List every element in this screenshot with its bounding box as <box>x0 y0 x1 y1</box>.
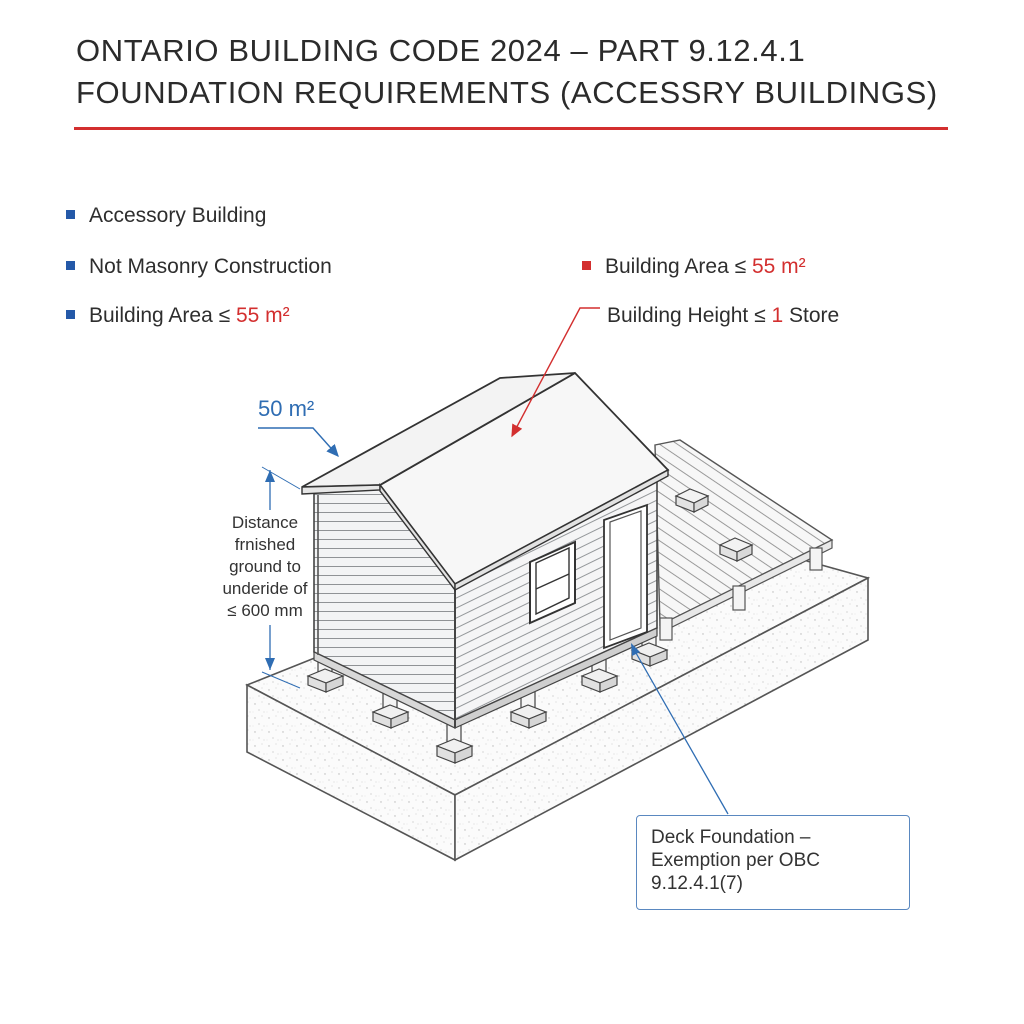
criteria-building-area-right: Building Area ≤ 55 m² <box>582 255 806 279</box>
area-leader-blue <box>258 428 338 456</box>
deck-foundation-note: Deck Foundation – Exemption per OBC 9.12.4.1(7) <box>636 815 910 910</box>
area-label: 50 m² <box>258 396 315 421</box>
criteria-not-masonry: Not Masonry Construction <box>66 255 332 279</box>
page-subtitle: FOUNDATION REQUIREMENTS (ACCESSRY BUILDINGS) <box>76 75 938 110</box>
page-title: ONTARIO BUILDING CODE 2024 – PART 9.12.4.1 <box>76 33 806 68</box>
criteria-building-area-left: Building Area ≤ 55 m² <box>66 304 290 328</box>
criteria-accessory-building: Accessory Building <box>66 204 266 228</box>
criteria-building-height: Building Height ≤ 1 Store <box>607 304 840 327</box>
distance-label: Distance frnished ground to underide of ≤ 600 mm <box>222 513 308 620</box>
shed-door <box>604 505 647 648</box>
